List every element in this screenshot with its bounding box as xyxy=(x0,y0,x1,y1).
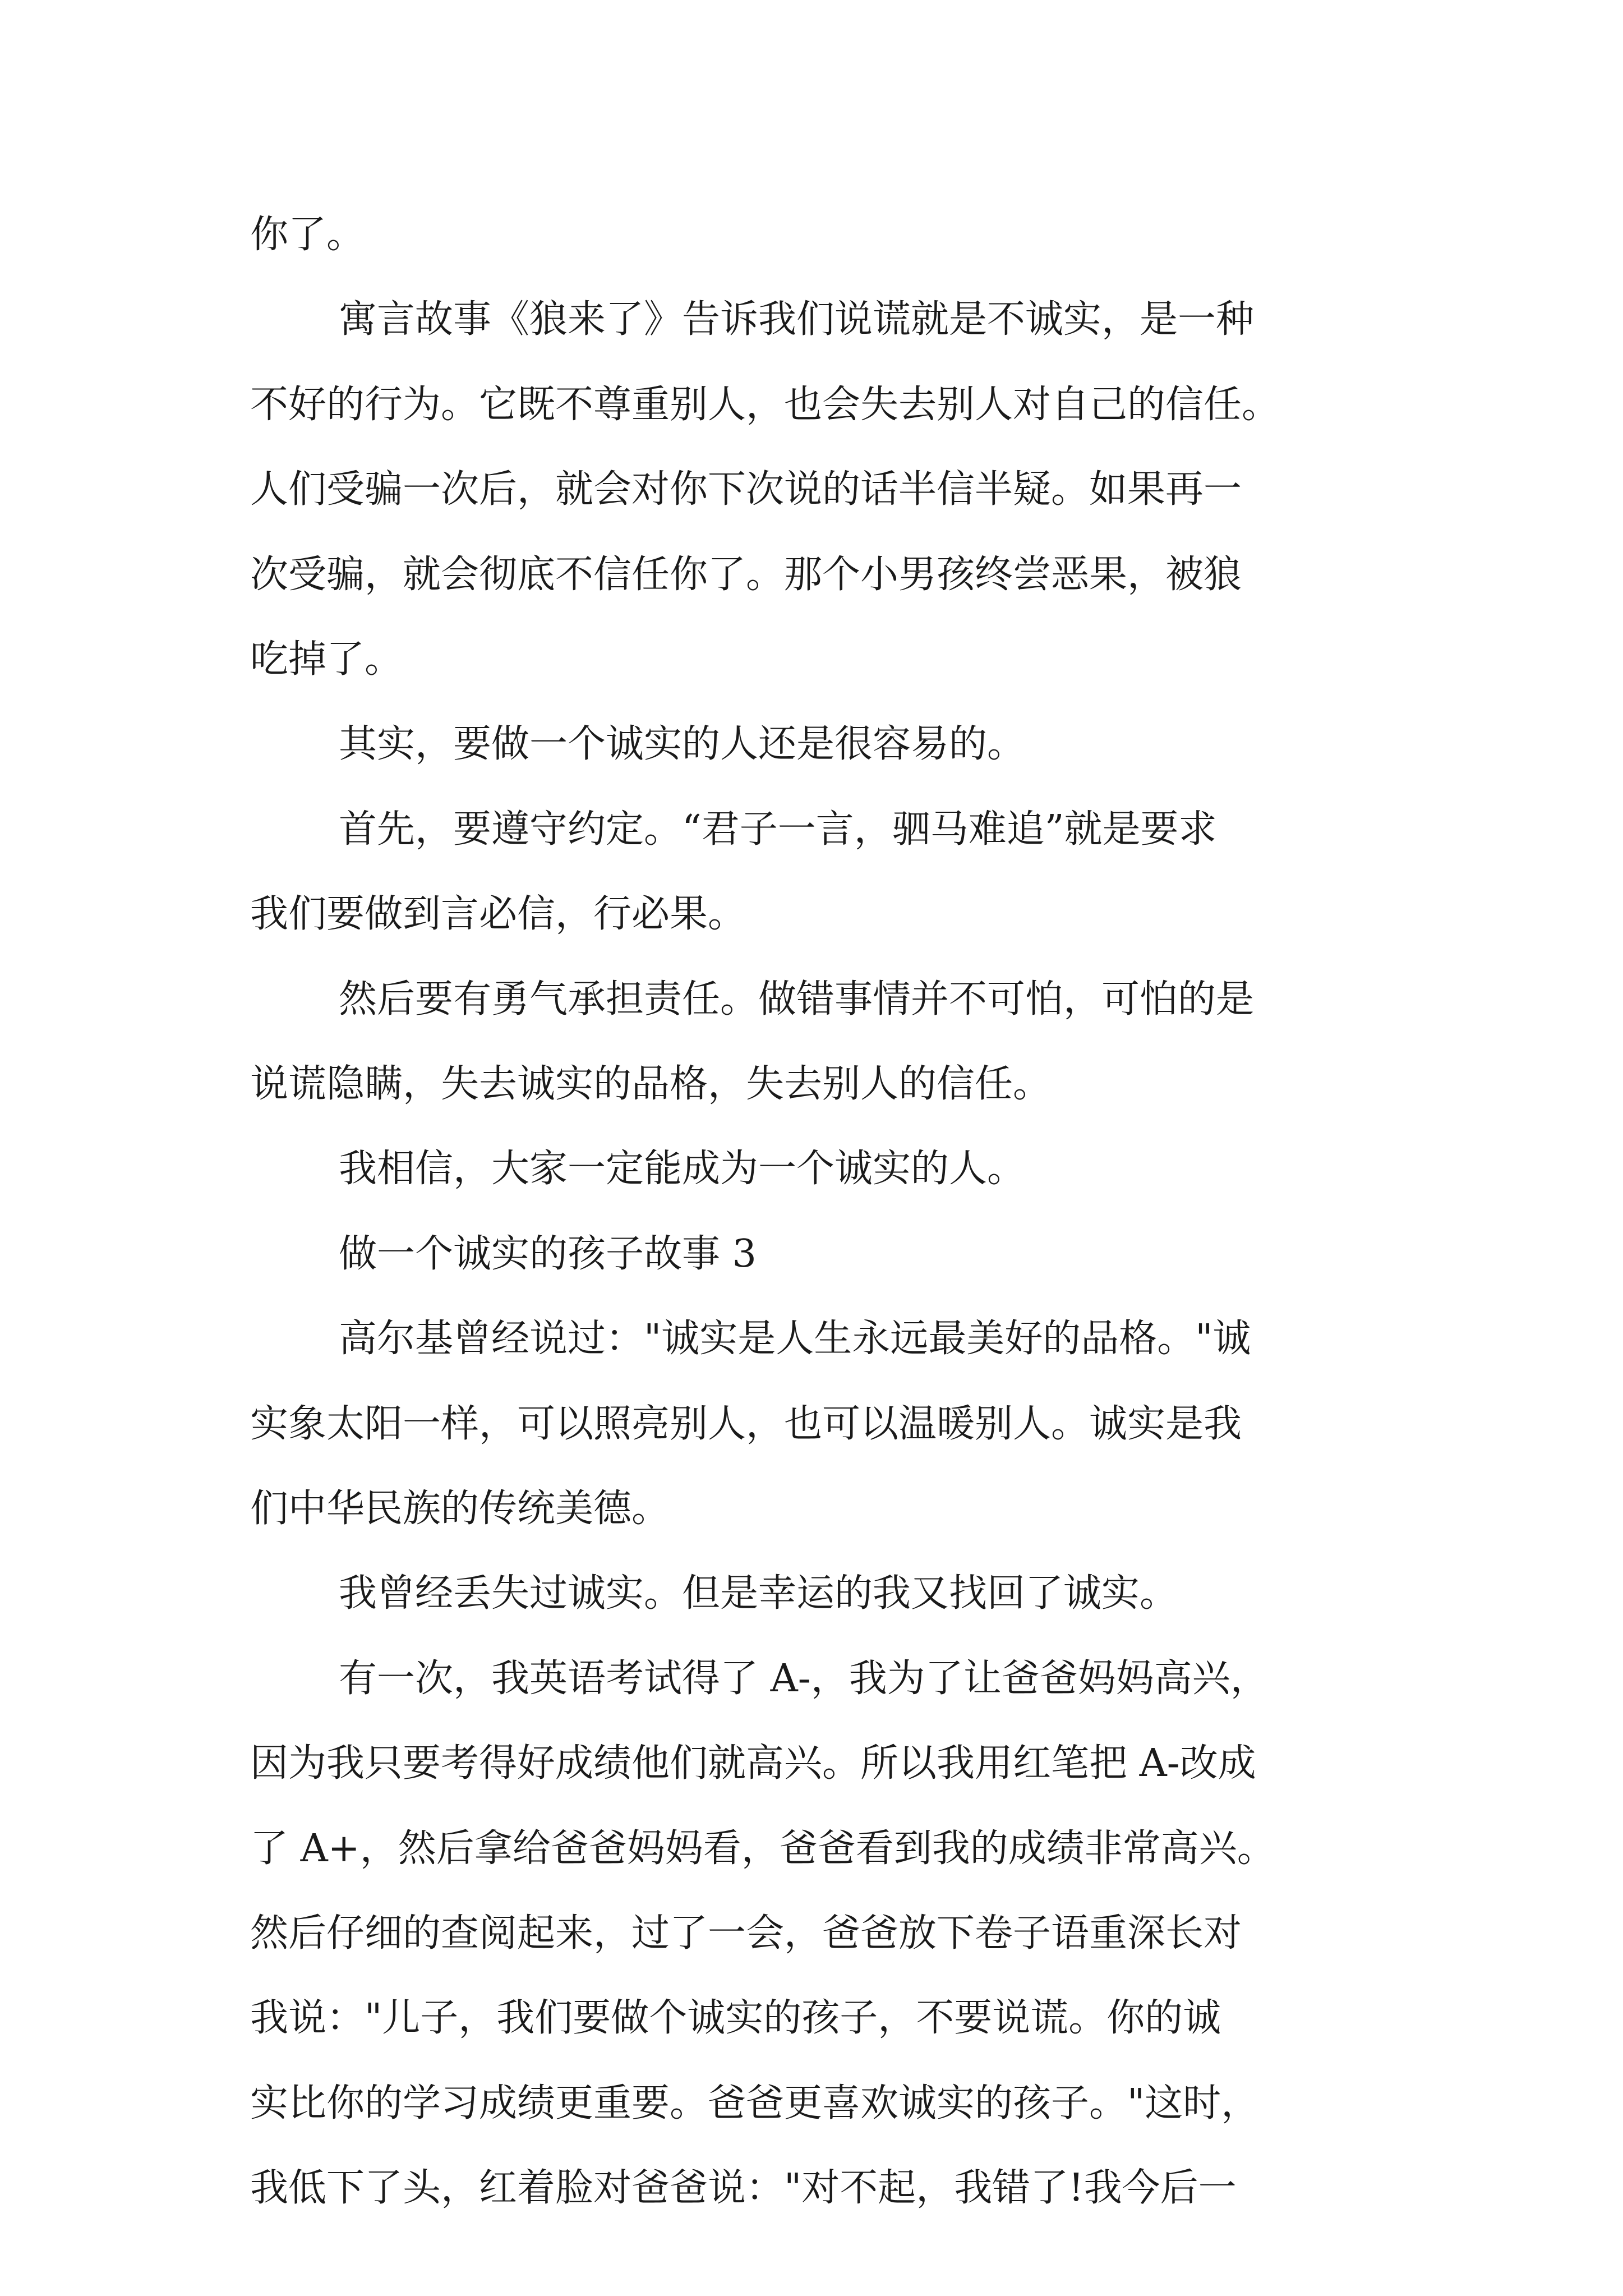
text-line: 人们受骗一次后，就会对你下次说的话半信半疑。如果再一 xyxy=(250,467,1242,512)
paragraph-start-line: 我曾经丢失过诚实。但是幸运的我又找回了诚实。 xyxy=(339,1571,1178,1616)
paragraph-start-line: 然后要有勇气承担责任。做错事情并不可怕，可怕的是 xyxy=(339,977,1255,1022)
text-line: 吃掉了。 xyxy=(250,637,403,682)
text-line: 你了。 xyxy=(250,213,365,257)
text-line: 我说："儿子，我们要做个诚实的孩子，不要说谎。你的诚 xyxy=(250,1996,1221,2040)
text-line: 了 A+，然后拿给爸爸妈妈看，爸爸看到我的成绩非常高兴。 xyxy=(250,1826,1275,1871)
paragraph-start-line: 其实，要做一个诚实的人还是很容易的。 xyxy=(339,722,1026,766)
text-line: 次受骗，就会彻底不信任你了。那个小男孩终尝恶果，被狼 xyxy=(250,553,1242,597)
text-line: 说谎隐瞒，失去诚实的品格，失去别人的信任。 xyxy=(250,1062,1052,1106)
text-line: 实象太阳一样，可以照亮别人，也可以温暖别人。诚实是我 xyxy=(250,1402,1242,1446)
text-line: 我们要做到言必信，行必果。 xyxy=(250,892,746,936)
text-line: 不好的行为。它既不尊重别人，也会失去别人对自己的信任。 xyxy=(250,383,1280,427)
section-heading: 做一个诚实的孩子故事 3 xyxy=(339,1232,757,1276)
text-line: 因为我只要考得好成绩他们就高兴。所以我用红笔把 A-改成 xyxy=(250,1741,1256,1786)
text-line: 然后仔细的查阅起来，过了一会，爸爸放下卷子语重深长对 xyxy=(250,1911,1242,1955)
text-line: 实比你的学习成绩更重要。爸爸更喜欢诚实的孩子。"这时， xyxy=(250,2081,1260,2125)
text-line: 我低下了头，红着脸对爸爸说："对不起，我错了!我今后一 xyxy=(250,2166,1237,2210)
paragraph-start-line: 有一次，我英语考试得了 A-，我为了让爸爸妈妈高兴， xyxy=(339,1657,1269,1701)
paragraph-start-line: 高尔基曾经说过："诚实是人生永远最美好的品格。"诚 xyxy=(339,1317,1251,1361)
paragraph-start-line: 寓言故事《狼来了》告诉我们说谎就是不诚实，是一种 xyxy=(339,297,1255,342)
text-line: 们中华民族的传统美德。 xyxy=(250,1487,670,1531)
paragraph-start-line: 我相信，大家一定能成为一个诚实的人。 xyxy=(339,1147,1026,1191)
paragraph-start-line: 首先，要遵守约定。“君子一言，驷马难追”就是要求 xyxy=(339,807,1217,852)
